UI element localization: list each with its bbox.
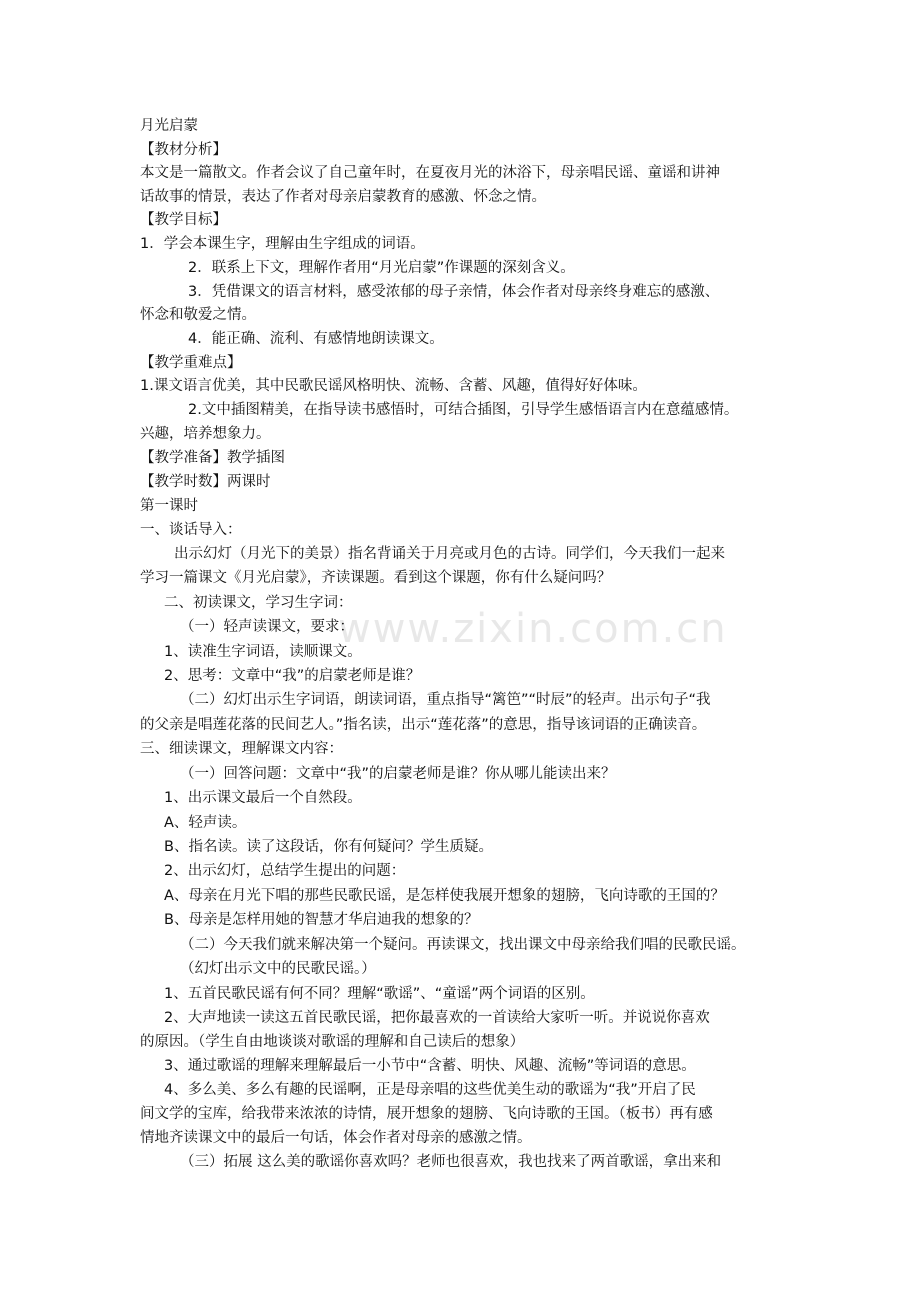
paragraph-line xyxy=(0,688,920,712)
paragraph-line xyxy=(0,811,920,835)
paragraph-line xyxy=(0,884,920,908)
section-heading xyxy=(0,351,920,375)
doc-line: 兴趣，培养想象力。 xyxy=(140,426,271,442)
paragraph-line xyxy=(0,398,920,422)
paragraph-line xyxy=(0,327,920,351)
paragraph-line xyxy=(0,615,920,639)
doc-line: 4．能正确、流利、有感情地朗读课文。 xyxy=(188,331,444,347)
doc-line: （二）今天我们就来解决第一个疑问。再读课文，找出课文中母亲给我们唱的民歌民谣。 xyxy=(180,937,746,953)
doc-line: 的父亲是唱莲花落的民间艺人。”指名读，出示“莲花落”的意思，指导该词语的正确读音。 xyxy=(140,717,707,733)
paragraph-line xyxy=(0,1030,920,1054)
paragraph-line xyxy=(0,374,920,398)
paragraph-line xyxy=(0,982,920,1006)
doc-line: 月光启蒙 xyxy=(140,118,198,134)
doc-line: 【教材分析】 xyxy=(140,142,227,158)
paragraph-line xyxy=(0,957,920,981)
doc-line: 【教学目标】 xyxy=(140,212,227,228)
paragraph-line xyxy=(0,566,920,590)
doc-line: 一、谈话导入： xyxy=(140,522,242,538)
doc-line: （二）幻灯出示生字词语，朗读词语，重点指导“篱笆”“时辰”的轻声。出示句子“我 xyxy=(180,692,711,708)
doc-line: 学习一篇课文《月光启蒙》，齐读课题。看到这个课题，你有什么疑问吗？ xyxy=(140,570,612,586)
paragraph-line xyxy=(0,1006,920,1030)
paragraph-line xyxy=(0,422,920,446)
doc-line: B、母亲是怎样用她的智慧才华启迪我的想象的？ xyxy=(164,912,479,928)
paragraph-line xyxy=(0,664,920,688)
doc-line: 三、细读课文，理解课文内容： xyxy=(140,741,343,757)
paragraph-line xyxy=(0,908,920,932)
doc-line: 第一课时 xyxy=(140,498,198,514)
doc-line: 【教学重难点】 xyxy=(140,355,242,371)
doc-line: 1．学会本课生字，理解由生字组成的词语。 xyxy=(140,236,425,252)
doc-line: 1、读准生字词语，读顺课文。 xyxy=(164,644,362,660)
section-heading xyxy=(0,138,920,162)
doc-line: （一）回答问题：文章中“我”的启蒙老师是谁？你从哪儿能读出来？ xyxy=(180,766,616,782)
doc-line: （三）拓展 这么美的歌谣你喜欢吗？老师也很喜欢，我也找来了两首歌谣，拿出来和 xyxy=(180,1154,722,1170)
doc-line: A、轻声读。 xyxy=(164,815,247,831)
doc-title xyxy=(0,114,920,138)
section-heading xyxy=(0,446,920,470)
paragraph-line xyxy=(0,1150,920,1174)
paragraph-line xyxy=(0,303,920,327)
doc-line: 1、五首民歌民谣有何不同？理解“歌谣”、“童谣”两个词语的区别。 xyxy=(164,986,595,1002)
doc-line: 【教学准备】教学插图 xyxy=(140,450,285,466)
paragraph-line xyxy=(0,185,920,209)
doc-line: 本文是一篇散文。作者会议了自己童年时，在夏夜月光的沐浴下，母亲唱民谣、童谣和讲神 xyxy=(140,165,720,181)
step-heading xyxy=(0,737,920,761)
doc-line: 2、思考：文章中“我”的启蒙老师是谁？ xyxy=(164,668,421,684)
doc-line: （一）轻声读课文，要求： xyxy=(180,619,354,635)
paragraph-line xyxy=(0,232,920,256)
paragraph-line xyxy=(0,762,920,786)
doc-line: 怀念和敬爱之情。 xyxy=(140,307,256,323)
doc-line: 二、初读课文，学习生字词： xyxy=(164,595,353,611)
doc-line: A、母亲在月光下唱的那些民歌民谣，是怎样使我展开想象的翅膀，飞向诗歌的王国的？ xyxy=(164,888,725,904)
paragraph-line xyxy=(0,1054,920,1078)
doc-line: 出示幻灯（月光下的美景）指名背诵关于月亮或月色的古诗。同学们，今天我们一起来 xyxy=(174,546,725,562)
paragraph-line xyxy=(0,1102,920,1126)
paragraph-line xyxy=(0,859,920,883)
paragraph-line xyxy=(0,835,920,859)
doc-line: 的原因。（学生自由地谈谈对歌谣的理解和自己读后的想象） xyxy=(140,1034,525,1050)
step-heading xyxy=(0,591,920,615)
paragraph-line xyxy=(0,1126,920,1150)
lesson-heading xyxy=(0,494,920,518)
paragraph-line xyxy=(0,713,920,737)
paragraph-line xyxy=(0,640,920,664)
step-heading xyxy=(0,518,920,542)
doc-line: 1.课文语言优美，其中民歌民谣风格明快、流畅、含蓄、风趣，值得好好体味。 xyxy=(140,378,647,394)
doc-line: 话故事的情景，表达了作者对母亲启蒙教育的感激、怀念之情。 xyxy=(140,189,546,205)
doc-line: （幻灯出示文中的民歌民谣。） xyxy=(180,961,376,977)
doc-line: 3、通过歌谣的理解来理解最后一小节中“含蓄、明快、风趣、流畅”等词语的意思。 xyxy=(164,1058,696,1074)
section-heading xyxy=(0,208,920,232)
doc-line: 【教学时数】两课时 xyxy=(140,474,271,490)
section-heading xyxy=(0,470,920,494)
paragraph-line xyxy=(0,280,920,304)
paragraph-line xyxy=(0,1078,920,1102)
doc-line: 2.文中插图精美，在指导读书感悟时，可结合插图，引导学生感悟语言内在意蕴感情。 xyxy=(188,402,739,418)
paragraph-line xyxy=(0,161,920,185)
doc-line: 1、出示课文最后一个自然段。 xyxy=(164,790,362,806)
doc-line: B、指名读。读了这段话，你有何疑问？学生质疑。 xyxy=(164,839,493,855)
doc-line: 情地齐读课文中的最后一句话，体会作者对母亲的感激之情。 xyxy=(140,1130,532,1146)
watermark: www.zixin.com.cn xyxy=(338,606,728,652)
paragraph-line xyxy=(0,786,920,810)
doc-line: 间文学的宝库，给我带来浓浓的诗情，展开想象的翅膀、飞向诗歌的王国。（板书）再有感 xyxy=(140,1106,713,1122)
paragraph-line xyxy=(0,542,920,566)
doc-line: 4、多么美、多么有趣的民谣啊，正是母亲唱的这些优美生动的歌谣为“我”开启了民 xyxy=(164,1082,696,1098)
paragraph-line xyxy=(0,256,920,280)
doc-line: 2、出示幻灯，总结学生提出的问题： xyxy=(164,863,406,879)
paragraph-line xyxy=(0,933,920,957)
doc-line: 3．凭借课文的语言材料，感受浓郁的母子亲情，体会作者对母亲终身难忘的感激、 xyxy=(188,284,720,300)
doc-line: 2．联系上下文，理解作者用“月光启蒙”作课题的深刻含义。 xyxy=(188,260,575,276)
doc-line: 2、大声地读一读这五首民歌民谣，把你最喜欢的一首读给大家听一听。并说说你喜欢 xyxy=(164,1010,710,1026)
